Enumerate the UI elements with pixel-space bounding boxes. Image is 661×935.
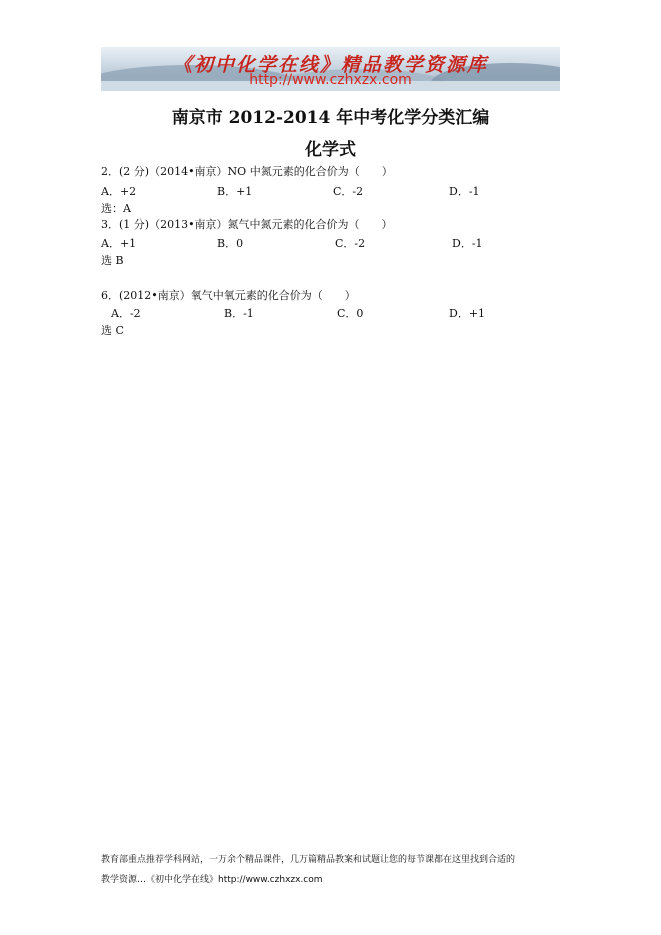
footer-line-2: 教学资源…《初中化学在线》http://www.czhxzx.com xyxy=(101,875,323,885)
option-a: A．+1 xyxy=(101,237,137,250)
option-d: D．+1 xyxy=(449,307,486,320)
option-c: C．-2 xyxy=(335,237,366,250)
banner-title: 《初中化学在线》精品教学资源库 xyxy=(172,54,488,76)
answer-line: 选 C xyxy=(101,324,124,337)
answer-line: 选：A xyxy=(101,202,131,215)
option-b: B．+1 xyxy=(217,185,253,198)
question-stem: 3．(1 分)（2013•南京）氮气中氮元素的化合价为（ ） xyxy=(101,218,393,231)
question-stem: 2．(2 分)（2014•南京）NO 中氮元素的化合价为（ ） xyxy=(101,165,393,178)
banner-url[interactable]: http://www.czhxzx.com xyxy=(249,72,412,88)
answer-line: 选 B xyxy=(101,254,124,267)
option-a: A．-2 xyxy=(111,307,141,320)
header-banner xyxy=(101,47,560,91)
option-c: C．-2 xyxy=(333,185,364,198)
option-d: D．-1 xyxy=(452,237,483,250)
document-subtitle: 化学式 xyxy=(305,140,356,160)
option-b: B．-1 xyxy=(224,307,254,320)
footer-line-1: 教育部重点推荐学科网站，一万余个精品课件，几万篇精品教案和试题让您的每节课都在这里找到合适的 xyxy=(101,855,516,865)
document-title: 南京市 2012-2014 年中考化学分类汇编 xyxy=(171,108,490,128)
question-stem: 6．(2012•南京）氧气中氧元素的化合价为（ ） xyxy=(101,289,356,302)
option-a: A．+2 xyxy=(101,185,137,198)
option-c: C．0 xyxy=(337,307,364,320)
option-d: D．-1 xyxy=(449,185,480,198)
option-b: B．0 xyxy=(217,237,244,250)
